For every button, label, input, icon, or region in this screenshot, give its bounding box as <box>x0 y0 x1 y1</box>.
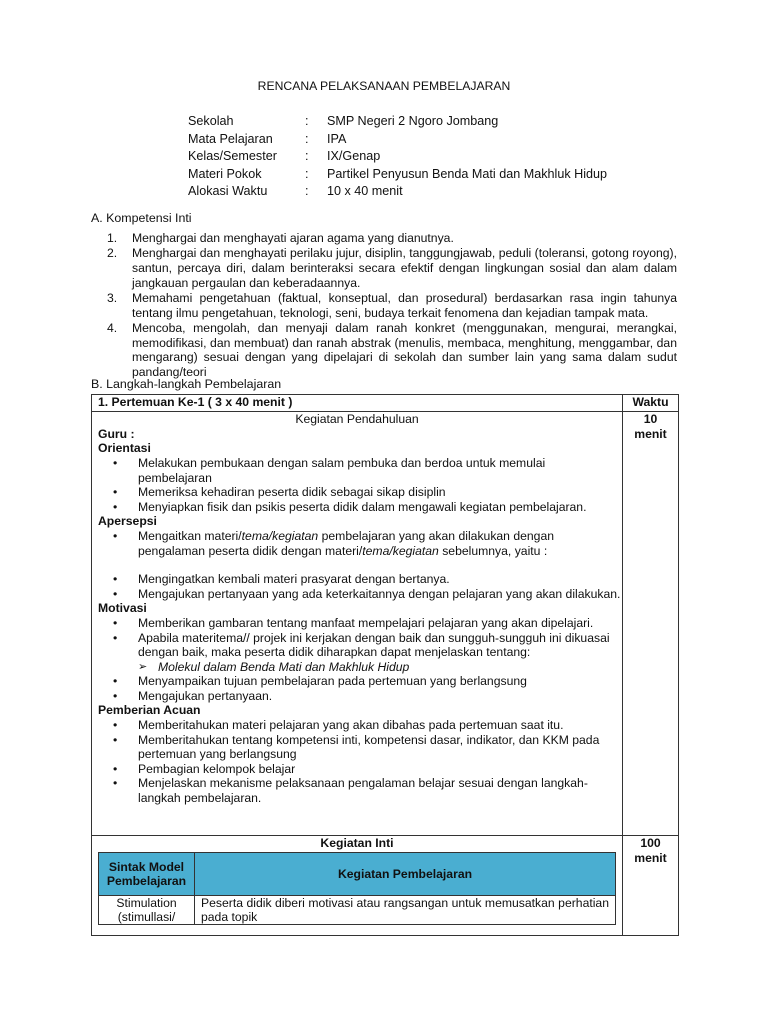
guru-label: Guru : <box>98 426 135 441</box>
list-item: • Menyampaikan tujuan pembelajaran pada pertemuan yang berlangsung <box>92 674 622 689</box>
identity-row <box>188 166 607 184</box>
item-number: 1. <box>107 231 118 245</box>
identity-key: Mata Pelajaran <box>188 131 273 146</box>
pendahuluan-cell <box>92 412 623 836</box>
list-item: • Memberitahukan tentang kompetensi inti, kompetensi dasar, indikator, dan KKM pada pertemuan yang berlangsung <box>92 733 622 762</box>
identity-sep: : <box>305 114 309 128</box>
apersepsi-list-2 <box>92 572 622 601</box>
time-unit: menit <box>634 851 667 865</box>
sintak-cell: Stimulation (stimullasi/ <box>99 896 195 925</box>
time-value: 100 <box>640 836 661 851</box>
kegiatan-header: Kegiatan Pembelajaran <box>195 853 616 896</box>
identity-key: Sekolah <box>188 114 234 128</box>
list-item: • Apabila materitema// projek ini kerjakan dengan baik dan sungguh-sungguh ini dikuasai dengan baik, maka peserta didik diharapkan dapat menjelaskan tentang: <box>92 631 622 660</box>
identity-row <box>188 113 607 131</box>
identity-sep: : <box>305 184 309 198</box>
identity-key: Kelas/Semester <box>188 149 277 163</box>
inner-header-row <box>99 853 616 896</box>
sintak-header: Sintak Model Pembelajaran <box>99 853 195 896</box>
apersepsi-list <box>92 529 622 558</box>
time-unit: menit <box>634 426 667 441</box>
identity-value: Partikel Penyusun Benda Mati dan Makhluk Hidup <box>327 166 608 181</box>
apersepsi-heading: Apersepsi <box>98 514 157 529</box>
time-value: 10 <box>643 412 658 427</box>
motivasi-heading: Motivasi <box>98 601 147 616</box>
page-title: RENCANA PELAKSANAAN PEMBELAJARAN <box>257 79 511 93</box>
pendahuluan-row <box>92 412 679 836</box>
table-header-row <box>92 395 679 412</box>
list-item: • Mengingatkan kembali materi prasyarat dengan bertanya. <box>92 572 622 587</box>
item-text: Menghargai dan menghayati ajaran agama yang dianutnya. <box>132 231 454 245</box>
identity-value: SMP Negeri 2 Ngoro Jombang <box>327 114 499 128</box>
list-item: • Memberikan gambaran tentang manfaat mempelajari pelajaran yang akan dipelajari. <box>92 616 622 631</box>
pendahuluan-time <box>623 412 679 836</box>
acuan-heading: Pemberian Acuan <box>98 703 201 718</box>
list-item: • Menjelaskan mekanisme pelaksanaan pengalaman belajar sesuai dengan langkah-langkah pembelajaran. <box>92 776 622 805</box>
identity-key: Materi Pokok <box>188 166 262 181</box>
kegiatan-cell: Peserta didik diberi motivasi atau rangsangan untuk memusatkan perhatian pada topik <box>195 896 616 925</box>
orientasi-list <box>92 456 622 514</box>
section-a-heading: A. Kompetensi Inti <box>91 211 192 225</box>
pendahuluan-title: Kegiatan Pendahuluan <box>295 412 419 427</box>
item-text: Mencoba, mengolah, dan menyaji dalam ranah konkret (menggunakan, mengurai, merangkai, memodifikasi, dan membuat) dan ranah abstrak (menulis, membaca, menghitung, menggambar, dan mengarang) sesuai dengan yang dipelajari di sekolah dan sumber lain yang sama dalam sudut pandang/teori <box>132 320 677 379</box>
item-number: 2. <box>107 246 118 261</box>
arrow-list-item: ➢ Molekul dalam Benda Mati dan Makhluk Hidup <box>92 660 622 675</box>
list-item: • Mengaitkan materi/tema/kegiatan pembelajaran yang akan dilakukan dengan pengalaman peserta didik dengan materi/tema/kegiatan sebelumnya, yaitu : <box>92 529 622 558</box>
item-text: Menghargai dan menghayati perilaku jujur, disiplin, tanggungjawab, peduli (toleransi, gotong royong), santun, percaya diri, dalam berinteraksi secara efektif dengan lingkungan sosial dan alam dalam jangkauan pergaulan dan keberadaannya. <box>132 246 677 290</box>
inti-row <box>92 836 679 936</box>
list-item <box>107 291 677 320</box>
list-item <box>107 321 677 379</box>
kompetensi-inti-list <box>107 231 677 380</box>
motivasi-list <box>92 616 622 704</box>
lesson-steps-table <box>91 394 679 936</box>
identity-sep: : <box>305 149 309 163</box>
identity-row <box>188 183 607 201</box>
identity-sep: : <box>305 166 309 181</box>
list-item: • Melakukan pembukaan dengan salam pembuka dan berdoa untuk memulai pembelajaran <box>92 456 622 485</box>
list-item: • Memberitahukan materi pelajaran yang akan dibahas pada pertemuan saat itu. <box>92 718 622 733</box>
list-item: • Memeriksa kehadiran peserta didik sebagai sikap disiplin <box>92 485 622 500</box>
identity-value: 10 x 40 menit <box>327 184 403 198</box>
inti-activity-table <box>98 852 616 925</box>
inti-title: Kegiatan Inti <box>320 836 394 851</box>
identity-row <box>188 148 607 166</box>
inti-time <box>623 836 679 936</box>
identity-row <box>188 131 607 149</box>
list-item: • Mengajukan pertanyaan yang ada keterkaitannya dengan pelajaran yang akan dilakukan. <box>92 587 622 602</box>
item-text: Memahami pengetahuan (faktual, konseptual, dan prosedural) berdasarkan rasa ingin tahunya tentang ilmu pengetahuan, teknologi, seni, budaya terkait fenomena dan kejadian tampak mata. <box>132 290 677 320</box>
identity-value: IX/Genap <box>327 149 381 163</box>
list-item <box>107 231 677 246</box>
orientasi-heading: Orientasi <box>98 441 151 456</box>
acuan-list <box>92 718 622 806</box>
meeting-heading: 1. Pertemuan Ke-1 ( 3 x 40 menit ) <box>92 395 623 412</box>
identity-table <box>188 113 607 201</box>
list-item: • Menyiapkan fisik dan psikis peserta didik dalam mengawali kegiatan pembelajaran. <box>92 500 622 515</box>
list-item <box>107 246 677 290</box>
item-number: 4. <box>107 320 118 335</box>
identity-sep: : <box>305 131 309 146</box>
item-number: 3. <box>107 290 118 305</box>
table-row <box>99 896 616 925</box>
waktu-heading: Waktu <box>623 395 679 412</box>
list-item: • Mengajukan pertanyaan. <box>92 689 622 704</box>
identity-value: IPA <box>327 131 347 146</box>
list-item: • Pembagian kelompok belajar <box>92 762 622 777</box>
inti-cell <box>92 836 623 936</box>
identity-key: Alokasi Waktu <box>188 184 268 198</box>
section-b-heading: B. Langkah-langkah Pembelajaran <box>91 377 282 391</box>
